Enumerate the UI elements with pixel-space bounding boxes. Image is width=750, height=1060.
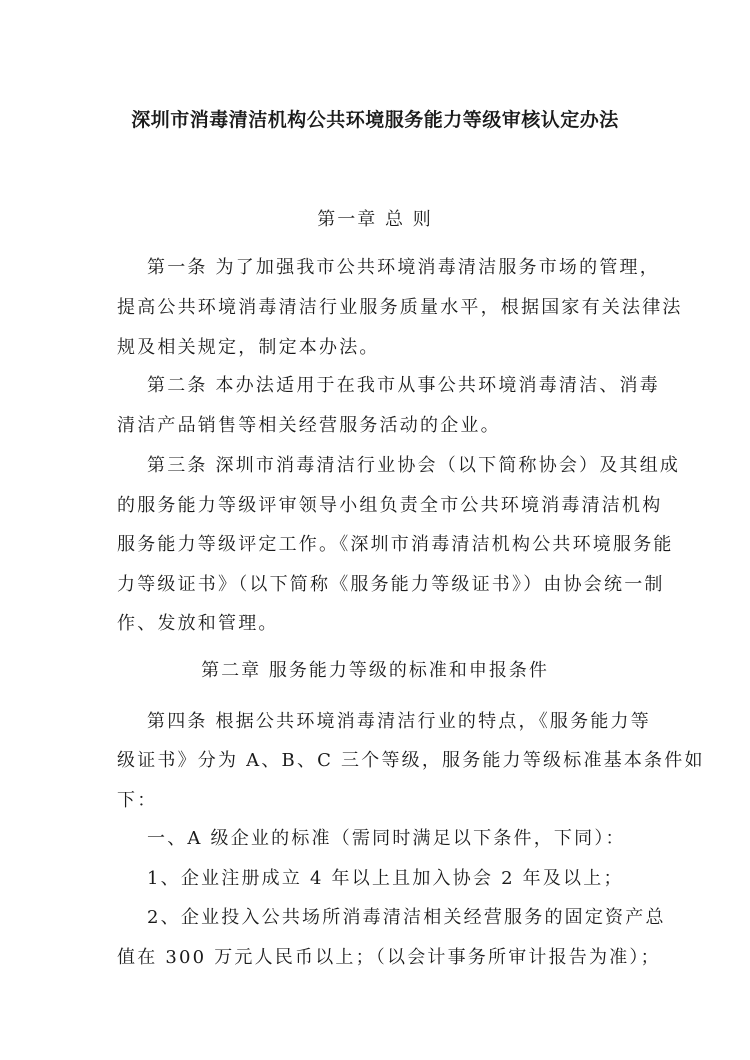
item-a-1: 1、企业注册成立 4 年以上且加入协会 2 年及以上； <box>147 868 624 889</box>
article-4-line-3: 下： <box>117 790 158 811</box>
article-4-line-2: 级证书》分为 A、B、C 三个等级，服务能力等级标准基本条件如 <box>117 750 705 771</box>
item-a-2-line-1: 2、企业投入公共场所消毒清洁相关经营服务的固定资产总 <box>147 907 666 928</box>
item-a-heading: 一、A 级企业的标准（需同时满足以下条件，下同）： <box>147 828 626 849</box>
article-4-line-1: 第四条 根据公共环境消毒清洁行业的特点，《服务能力等 <box>147 711 651 732</box>
article-3-line-5: 作、发放和管理。 <box>117 613 279 634</box>
article-3-line-3: 服务能力等级评定工作。《深圳市消毒清洁机构公共环境服务能 <box>117 534 674 555</box>
item-a-2-line-2: 值在 300 万元人民币以上；（以会计事务所审计报告为准）； <box>117 947 661 968</box>
article-1-line-2: 提高公共环境消毒清洁行业服务质量水平，根据国家有关法律法 <box>117 297 683 318</box>
article-3-line-1: 第三条 深圳市消毒清洁行业协会（以下简称协会）及其组成 <box>147 455 681 476</box>
article-2-line-1: 第二条 本办法适用于在我市从事公共环境消毒清洁、消毒 <box>147 375 660 396</box>
article-3-line-4: 力等级证书》（以下简称《服务能力等级证书》）由协会统一制 <box>117 574 665 595</box>
article-1-line-3: 规及相关规定，制定本办法。 <box>117 337 380 358</box>
article-1-line-1: 第一条 为了加强我市公共环境消毒清洁服务市场的管理， <box>147 257 660 278</box>
document-title: 深圳市消毒清洁机构公共环境服务能力等级审核认定办法 <box>131 109 619 131</box>
chapter-2-heading: 第二章 服务能力等级的标准和申报条件 <box>201 660 549 681</box>
article-3-line-2: 的服务能力等级评审领导小组负责全市公共环境消毒清洁机构 <box>117 495 663 516</box>
chapter-1-heading: 第一章 总 则 <box>317 209 433 230</box>
article-2-line-2: 清洁产品销售等相关经营服务活动的企业。 <box>117 415 501 436</box>
